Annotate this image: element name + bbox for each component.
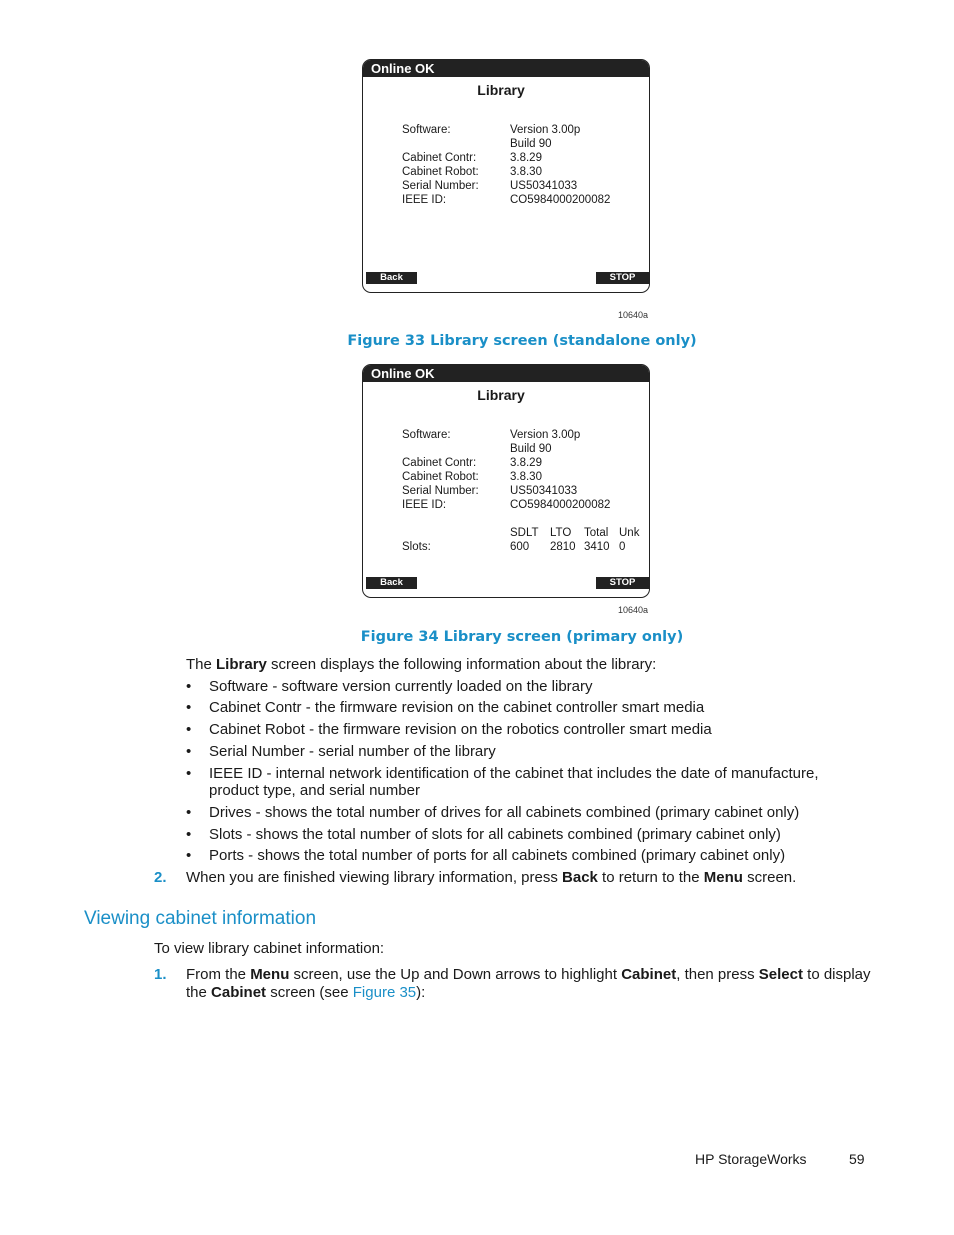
- row-label-cabinet-contr: Cabinet Contr:: [402, 457, 477, 469]
- slots-header-total: Total: [584, 527, 609, 539]
- row-label-cabinet-contr: Cabinet Contr:: [402, 152, 477, 164]
- bullet-glyph: •: [186, 826, 192, 843]
- row-value-ieee-id: CO5984000200082: [510, 499, 611, 511]
- section-heading: Viewing cabinet information: [84, 908, 317, 929]
- bullet-drives: Drives - shows the total number of drives for all cabinets combined (primary cabinet only): [209, 804, 800, 821]
- step-1-text-line2: the Cabinet screen (see Figure 35):: [186, 984, 426, 1001]
- figure-caption: Figure 34 Library screen (primary only): [360, 629, 684, 645]
- row-value-cabinet-contr: 3.8.29: [510, 152, 542, 164]
- row-label-software: Software:: [402, 124, 451, 136]
- bullet-glyph: •: [186, 847, 192, 864]
- bullet-ports: Ports - shows the total number of ports for all cabinets combined (primary cabinet only): [209, 847, 786, 864]
- row-label-serial-number: Serial Number:: [402, 180, 479, 192]
- screen-title: Library: [477, 387, 525, 403]
- row-value-serial-number: US50341033: [510, 180, 578, 192]
- term-cabinet: Cabinet: [621, 966, 677, 983]
- section-intro: To view library cabinet information:: [154, 940, 385, 957]
- slots-value-sdlt: 600: [510, 541, 530, 553]
- stop-button: STOP: [596, 577, 649, 589]
- row-label-cabinet-robot: Cabinet Robot:: [402, 166, 479, 178]
- bullet-ieee-id: IEEE ID - internal network identification of the cabinet that includes the date of manufacture,: [209, 765, 819, 782]
- slots-header-sdlt: SDLT: [510, 527, 539, 539]
- term-back: Back: [562, 869, 598, 886]
- row-value-cabinet-contr: 3.8.29: [510, 457, 542, 469]
- row-label-serial-number: Serial Number:: [402, 485, 479, 497]
- footer-product: HP StorageWorks: [695, 1151, 807, 1167]
- step-number-2: 2.: [154, 869, 167, 886]
- screen-title: Library: [477, 82, 525, 98]
- step-1-text-line1: From the Menu screen, use the Up and Down arrows to highlight Cabinet, then press Select to display: [186, 966, 871, 983]
- bullet-cabinet-contr: Cabinet Contr - the firmware revision on the cabinet controller smart media: [209, 699, 705, 716]
- row-value-build: Build 90: [510, 443, 552, 455]
- bullet-glyph: •: [186, 678, 192, 695]
- term-select: Select: [758, 966, 803, 983]
- row-value-build: Build 90: [510, 138, 552, 150]
- step-number-1: 1.: [154, 966, 167, 983]
- row-value-software: Version 3.00p: [510, 124, 581, 136]
- slots-value-lto: 2810: [550, 541, 576, 553]
- term-cabinet: Cabinet: [211, 984, 267, 1001]
- figure-35-link[interactable]: Figure 35: [352, 984, 417, 1001]
- row-label-ieee-id: IEEE ID:: [402, 194, 447, 206]
- art-id: 10640a: [618, 310, 649, 320]
- bullet-glyph: •: [186, 699, 192, 716]
- library-screen-standalone: [362, 59, 650, 293]
- library-screen-primary: [362, 364, 650, 598]
- row-value-cabinet-robot: 3.8.30: [510, 166, 542, 178]
- intro-paragraph: The Library screen displays the following information about the library:: [186, 656, 657, 673]
- term-menu: Menu: [250, 966, 290, 983]
- bullet-serial-number: Serial Number - serial number of the library: [209, 743, 496, 760]
- bullet-cabinet-robot: Cabinet Robot - the firmware revision on the robotics controller smart media: [209, 721, 712, 738]
- slots-header-lto: LTO: [550, 527, 572, 539]
- figure-caption: Figure 33 Library screen (standalone only): [347, 333, 697, 349]
- status-header: Online OK: [363, 365, 649, 382]
- row-label-cabinet-robot: Cabinet Robot:: [402, 471, 479, 483]
- row-value-ieee-id: CO5984000200082: [510, 194, 611, 206]
- row-value-software: Version 3.00p: [510, 429, 581, 441]
- bullet-glyph: •: [186, 804, 192, 821]
- term-library: Library: [216, 656, 267, 673]
- step-2-text: When you are finished viewing library information, press Back to return to the Menu screen.: [186, 869, 797, 886]
- bullet-glyph: •: [186, 721, 192, 738]
- bullet-glyph: •: [186, 765, 192, 782]
- row-value-cabinet-robot: 3.8.30: [510, 471, 542, 483]
- page-number: 59: [849, 1151, 865, 1167]
- back-button: Back: [366, 577, 417, 589]
- bullet-slots: Slots - shows the total number of slots for all cabinets combined (primary cabinet only): [209, 826, 781, 843]
- row-value-serial-number: US50341033: [510, 485, 578, 497]
- back-button: Back: [366, 272, 417, 284]
- slots-header-unk: Unk: [619, 527, 640, 539]
- slots-value-total: 3410: [584, 541, 610, 553]
- row-label-software: Software:: [402, 429, 451, 441]
- bullet-glyph: •: [186, 743, 192, 760]
- row-label-ieee-id: IEEE ID:: [402, 499, 447, 511]
- bullet-software: Software - software version currently loaded on the library: [209, 678, 593, 695]
- row-label-slots: Slots:: [402, 541, 431, 553]
- art-id: 10640a: [618, 605, 649, 615]
- status-header: Online OK: [363, 60, 649, 77]
- stop-button: STOP: [596, 272, 649, 284]
- bullet-ieee-id-continued: product type, and serial number: [209, 782, 420, 799]
- term-menu: Menu: [703, 869, 743, 886]
- slots-value-unk: 0: [619, 541, 626, 553]
